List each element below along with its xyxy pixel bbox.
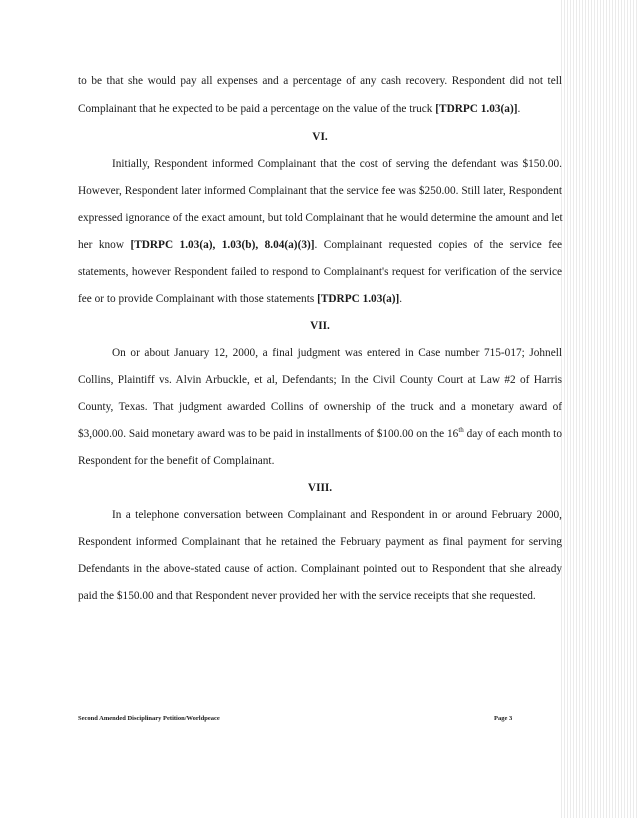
line-text: Defendants in the above-stated cause of action. Complainant pointed out to Respondent that she already — [78, 563, 562, 575]
line-text: $3,000.00. Said monetary award was to be paid in installments of $100.00 on the 16 — [78, 428, 459, 440]
line-text: Complainant that he expected to be paid a percentage on the value of the truck — [78, 103, 436, 115]
rule-citation: [TDRPC 1.03(a), 1.03(b), 8.04(a)(3)] — [130, 239, 315, 251]
rule-citation: [TDRPC 1.03(a)] — [435, 103, 518, 115]
line-text: statements, however Respondent failed to respond to Complainant's request for verification of the service — [78, 266, 562, 278]
line-text: to be that she would pay all expenses and a percentage of any cash recovery. Respondent did not tell — [78, 75, 562, 87]
line-text: Respondent informed Complainant that he retained the February payment as final payment for serving — [78, 536, 562, 548]
line-text: her know — [78, 239, 131, 251]
line-text: County, Texas. That judgment awarded Collins of ownership of the truck and a monetary award of — [78, 401, 562, 413]
line-text: Initially, Respondent informed Complainant that the cost of serving the defendant was $150.00. — [112, 158, 562, 170]
paragraph-line — [112, 508, 562, 522]
paragraph-line — [78, 373, 562, 387]
line-text: . Complainant requested copies of the service fee — [314, 239, 562, 251]
paragraph-line — [78, 589, 562, 603]
paragraph-line — [78, 400, 562, 414]
line-text: expressed ignorance of the exact amount, but told Complainant that he would determine the amount and let — [78, 212, 563, 224]
section-heading-vi: VI. — [312, 131, 328, 143]
line-text: paid the $150.00 and that Respondent never provided her with the service receipts that she requested. — [78, 590, 536, 602]
paragraph-line — [78, 238, 562, 252]
section-heading-viii: VIII. — [307, 482, 333, 494]
line-text: fee or to provide Complainant with those statements — [78, 293, 318, 305]
scan-edge-artifact — [559, 0, 637, 818]
paragraph-line — [78, 265, 562, 279]
paragraph-line — [112, 157, 562, 171]
line-text: . — [517, 103, 521, 115]
rule-citation: [TDRPC 1.03(a)] — [317, 293, 400, 305]
paragraph-line — [78, 74, 562, 88]
line-text: Collins, Plaintiff vs. Alvin Arbuckle, et al, Defendants; In the Civil County Court at Law #2 of Harris — [78, 374, 562, 386]
ordinal-superscript: th — [458, 426, 464, 435]
line-text: On or about January 12, 2000, a final judgment was entered in Case number 715-017; Johnell — [112, 347, 562, 359]
footer-page-number: Page 3 — [494, 715, 513, 722]
line-text: In a telephone conversation between Complainant and Respondent in or around February 2000, — [112, 509, 562, 521]
paragraph-line — [78, 184, 562, 198]
footer-document-title: Second Amended Disciplinary Petition/Worldpeace — [78, 715, 220, 722]
paragraph-line — [78, 454, 562, 468]
paragraph-line — [78, 211, 562, 225]
line-text: day of each month to — [463, 428, 562, 440]
paragraph-line — [78, 427, 562, 441]
section-heading-vii: VII. — [310, 320, 330, 332]
line-text: . — [399, 293, 403, 305]
paragraph-line — [112, 346, 562, 360]
paragraph-line — [78, 562, 562, 576]
line-text: However, Respondent later informed Complainant that the service fee was $250.00. Still later, Respondent — [78, 185, 562, 197]
paragraph-line — [78, 102, 562, 116]
paragraph-line — [78, 535, 562, 549]
line-text: Respondent for the benefit of Complainant. — [78, 455, 275, 467]
paragraph-line — [78, 292, 562, 306]
